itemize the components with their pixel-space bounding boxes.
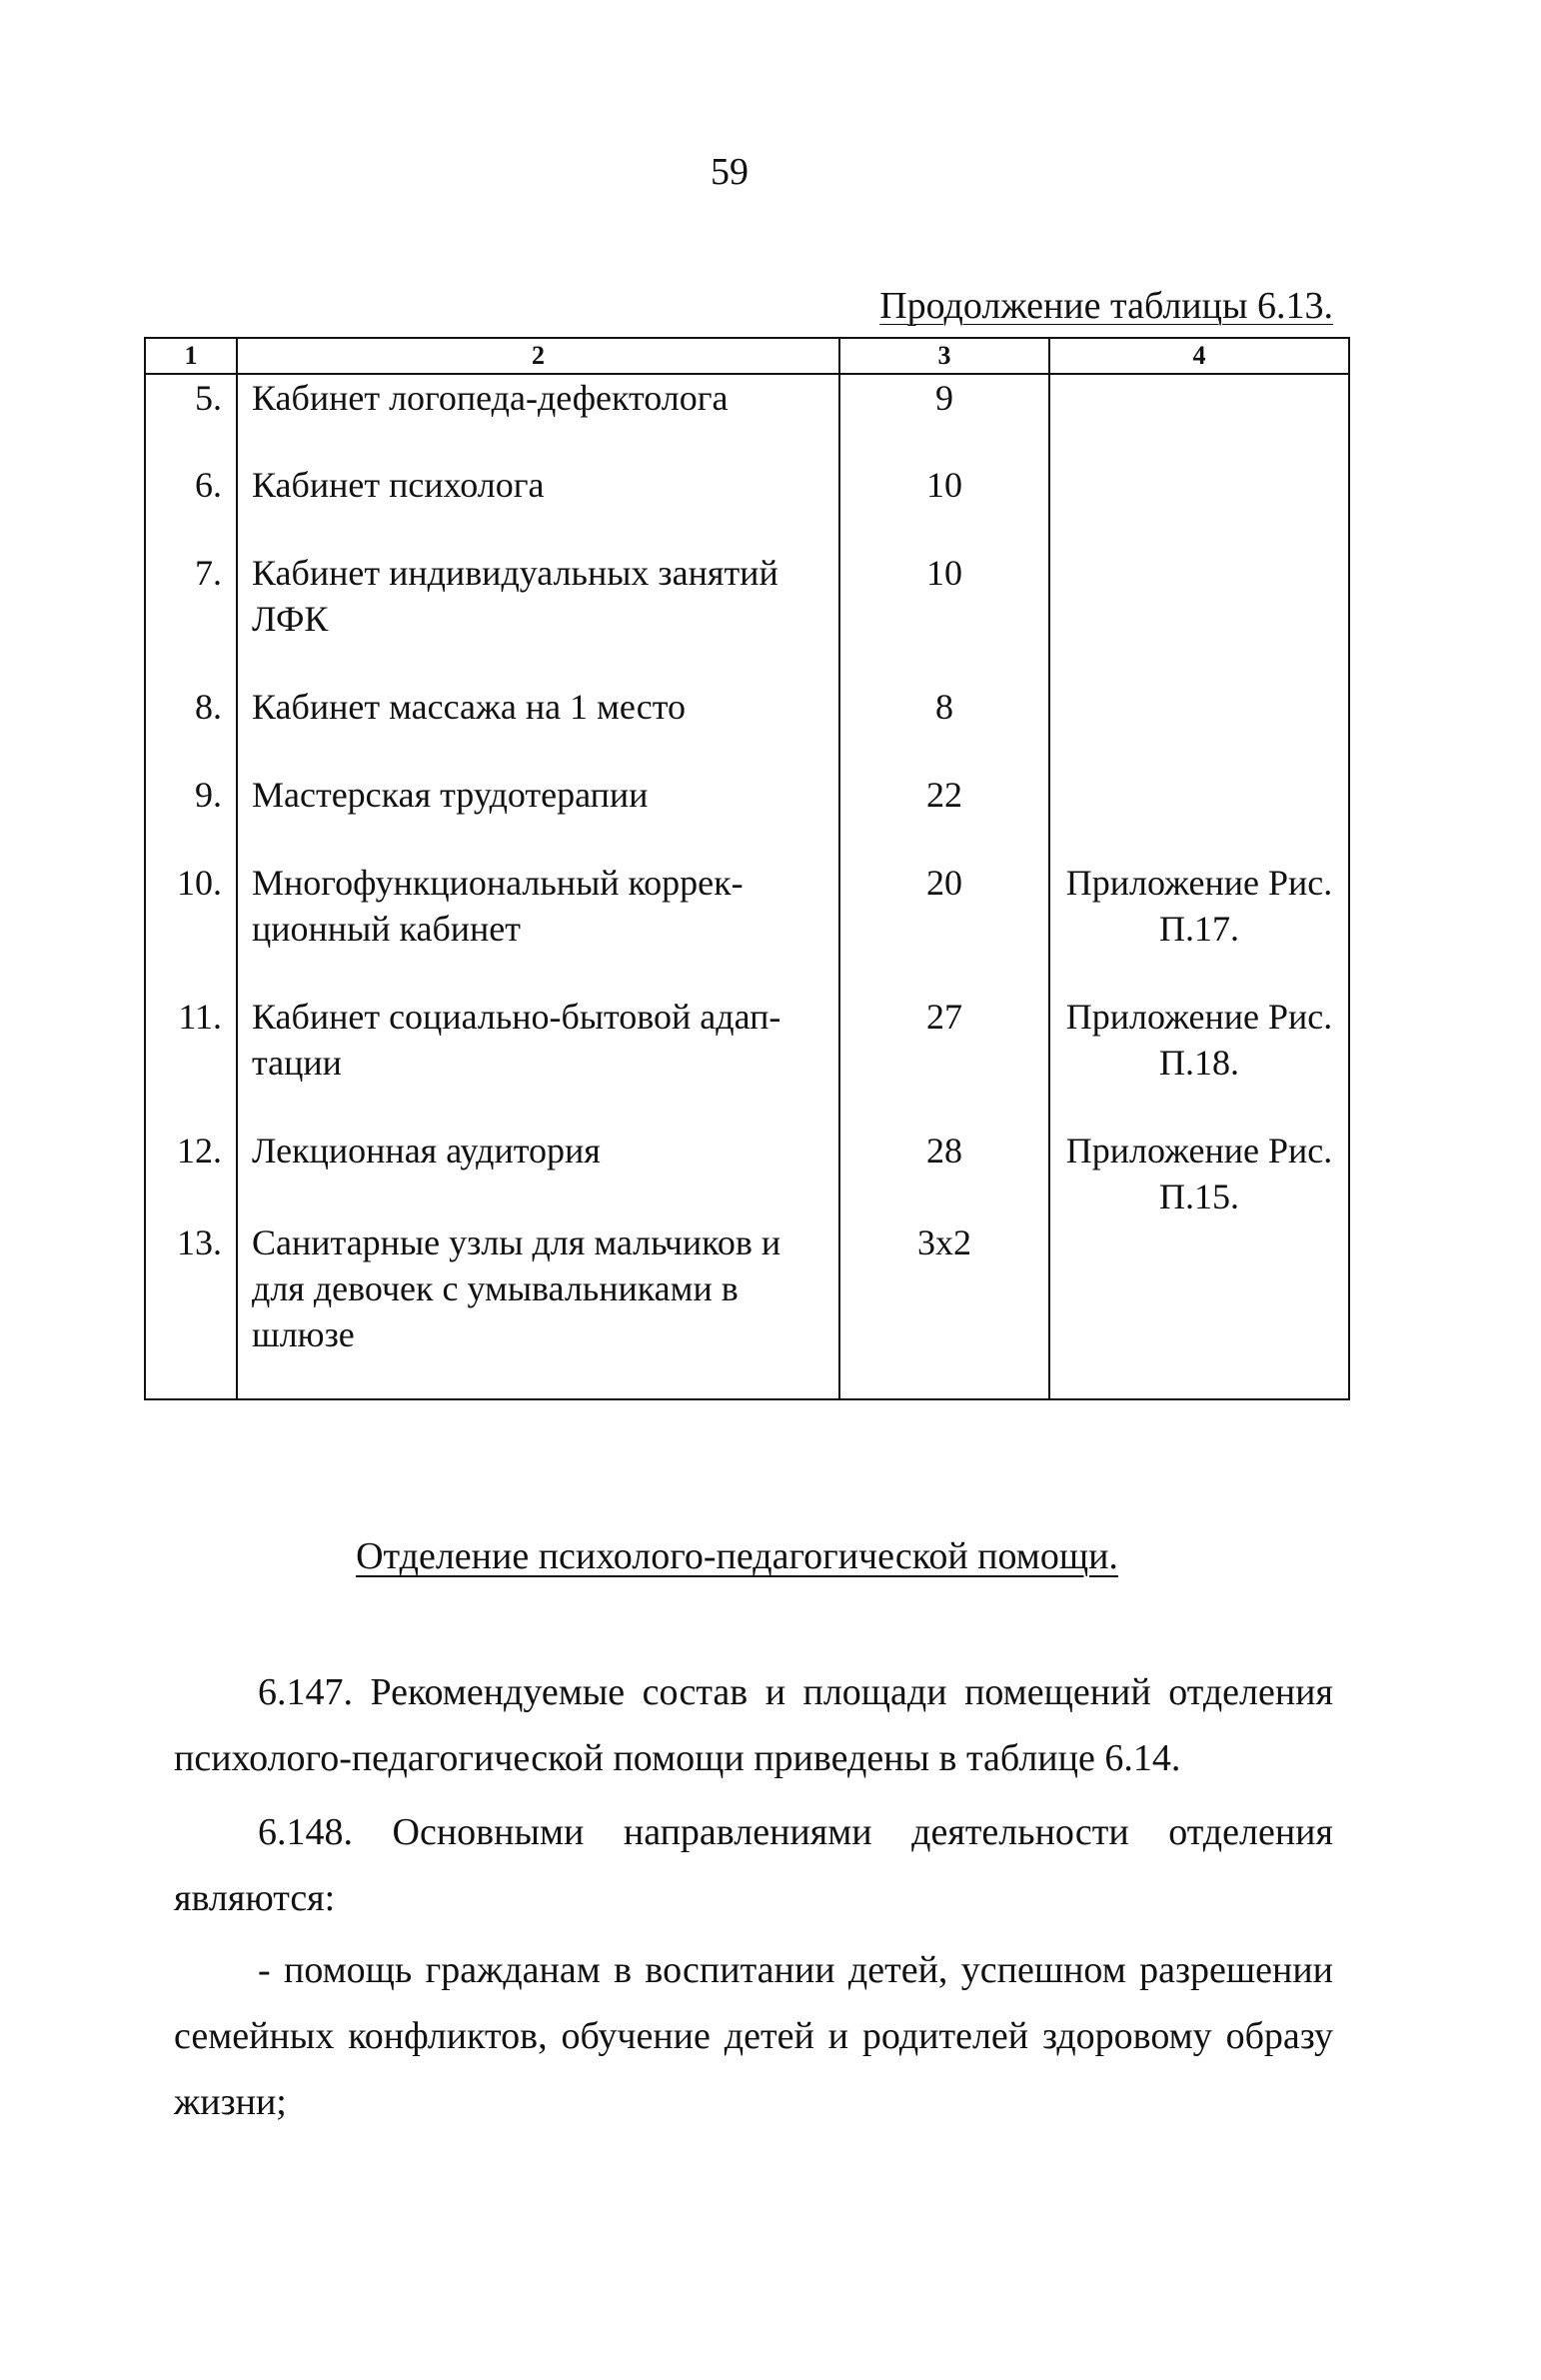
- table-row: [145, 772, 1349, 860]
- row-number: 6.: [145, 462, 237, 550]
- table-row: [145, 374, 1349, 462]
- room-note: [1049, 684, 1349, 772]
- room-note: [1049, 462, 1349, 550]
- room-name: Кабинет массажа на 1 место: [237, 684, 839, 772]
- column-header: 2: [237, 338, 839, 374]
- table-row: [145, 462, 1349, 550]
- column-header: 3: [839, 338, 1049, 374]
- row-number: 11.: [145, 994, 237, 1128]
- row-number: 13.: [145, 1219, 237, 1399]
- room-area: 10: [839, 462, 1049, 550]
- table-row: [145, 994, 1349, 1128]
- row-number: 5.: [145, 374, 237, 462]
- room-area: 20: [839, 860, 1049, 994]
- room-note: [1049, 772, 1349, 860]
- room-area: 3x2: [839, 1219, 1049, 1399]
- row-number: 7.: [145, 550, 237, 684]
- row-number: 9.: [145, 772, 237, 860]
- table-row: [145, 860, 1349, 994]
- room-area: 27: [839, 994, 1049, 1128]
- room-area: 22: [839, 772, 1049, 860]
- table-row: [145, 684, 1349, 772]
- room-note: Приложение Рис. П.15.: [1049, 1128, 1349, 1219]
- paragraph: 6.148. Основными направлениями деятельности отделения являются:: [174, 1811, 1333, 1919]
- page-number: 59: [711, 151, 749, 193]
- room-name: Многофункциональный коррек-ционный кабинет: [237, 860, 839, 994]
- rooms-table: [144, 337, 1350, 1400]
- table-row: [145, 550, 1349, 684]
- table-header-row: [145, 338, 1349, 374]
- room-name: Кабинет социально-бытовой адап-тации: [237, 994, 839, 1128]
- room-name: Кабинет психолога: [237, 462, 839, 550]
- room-note: Приложение Рис. П.17.: [1049, 860, 1349, 994]
- table-row: [145, 1128, 1349, 1219]
- room-note: [1049, 374, 1349, 462]
- table-row: [145, 1219, 1349, 1399]
- column-header: 1: [145, 338, 237, 374]
- row-number: 8.: [145, 684, 237, 772]
- room-area: 28: [839, 1128, 1049, 1219]
- room-area: 10: [839, 550, 1049, 684]
- room-area: 8: [839, 684, 1049, 772]
- paragraph: 6.147. Рекомендуемые состав и площади помещений отделения психолого-педагогической помощи приведены в таблице 6.14.: [174, 1671, 1333, 1779]
- room-note: [1049, 1219, 1349, 1399]
- section-title: Отделение психолого-педагогической помощи.: [356, 1535, 1118, 1577]
- column-header: 4: [1049, 338, 1349, 374]
- room-name: Кабинет логопеда-дефектолога: [237, 374, 839, 462]
- room-name: Лекционная аудитория: [237, 1128, 839, 1219]
- room-name: Мастерская трудотерапии: [237, 772, 839, 860]
- row-number: 12.: [145, 1128, 237, 1219]
- room-note: [1049, 550, 1349, 684]
- room-note: Приложение Рис. П.18.: [1049, 994, 1349, 1128]
- row-number: 10.: [145, 860, 237, 994]
- room-name: Санитарные узлы для мальчиков и для девочек с умывальниками в шлюзе: [237, 1219, 839, 1399]
- table-caption: Продолжение таблицы 6.13.: [879, 285, 1333, 327]
- room-area: 9: [839, 374, 1049, 462]
- room-name: Кабинет индивидуальных занятий ЛФК: [237, 550, 839, 684]
- paragraph: - помощь гражданам в воспитании детей, успешном разрешении семейных конфликтов, обучение детей и родителей здоровому образу жизни;: [174, 1949, 1333, 2123]
